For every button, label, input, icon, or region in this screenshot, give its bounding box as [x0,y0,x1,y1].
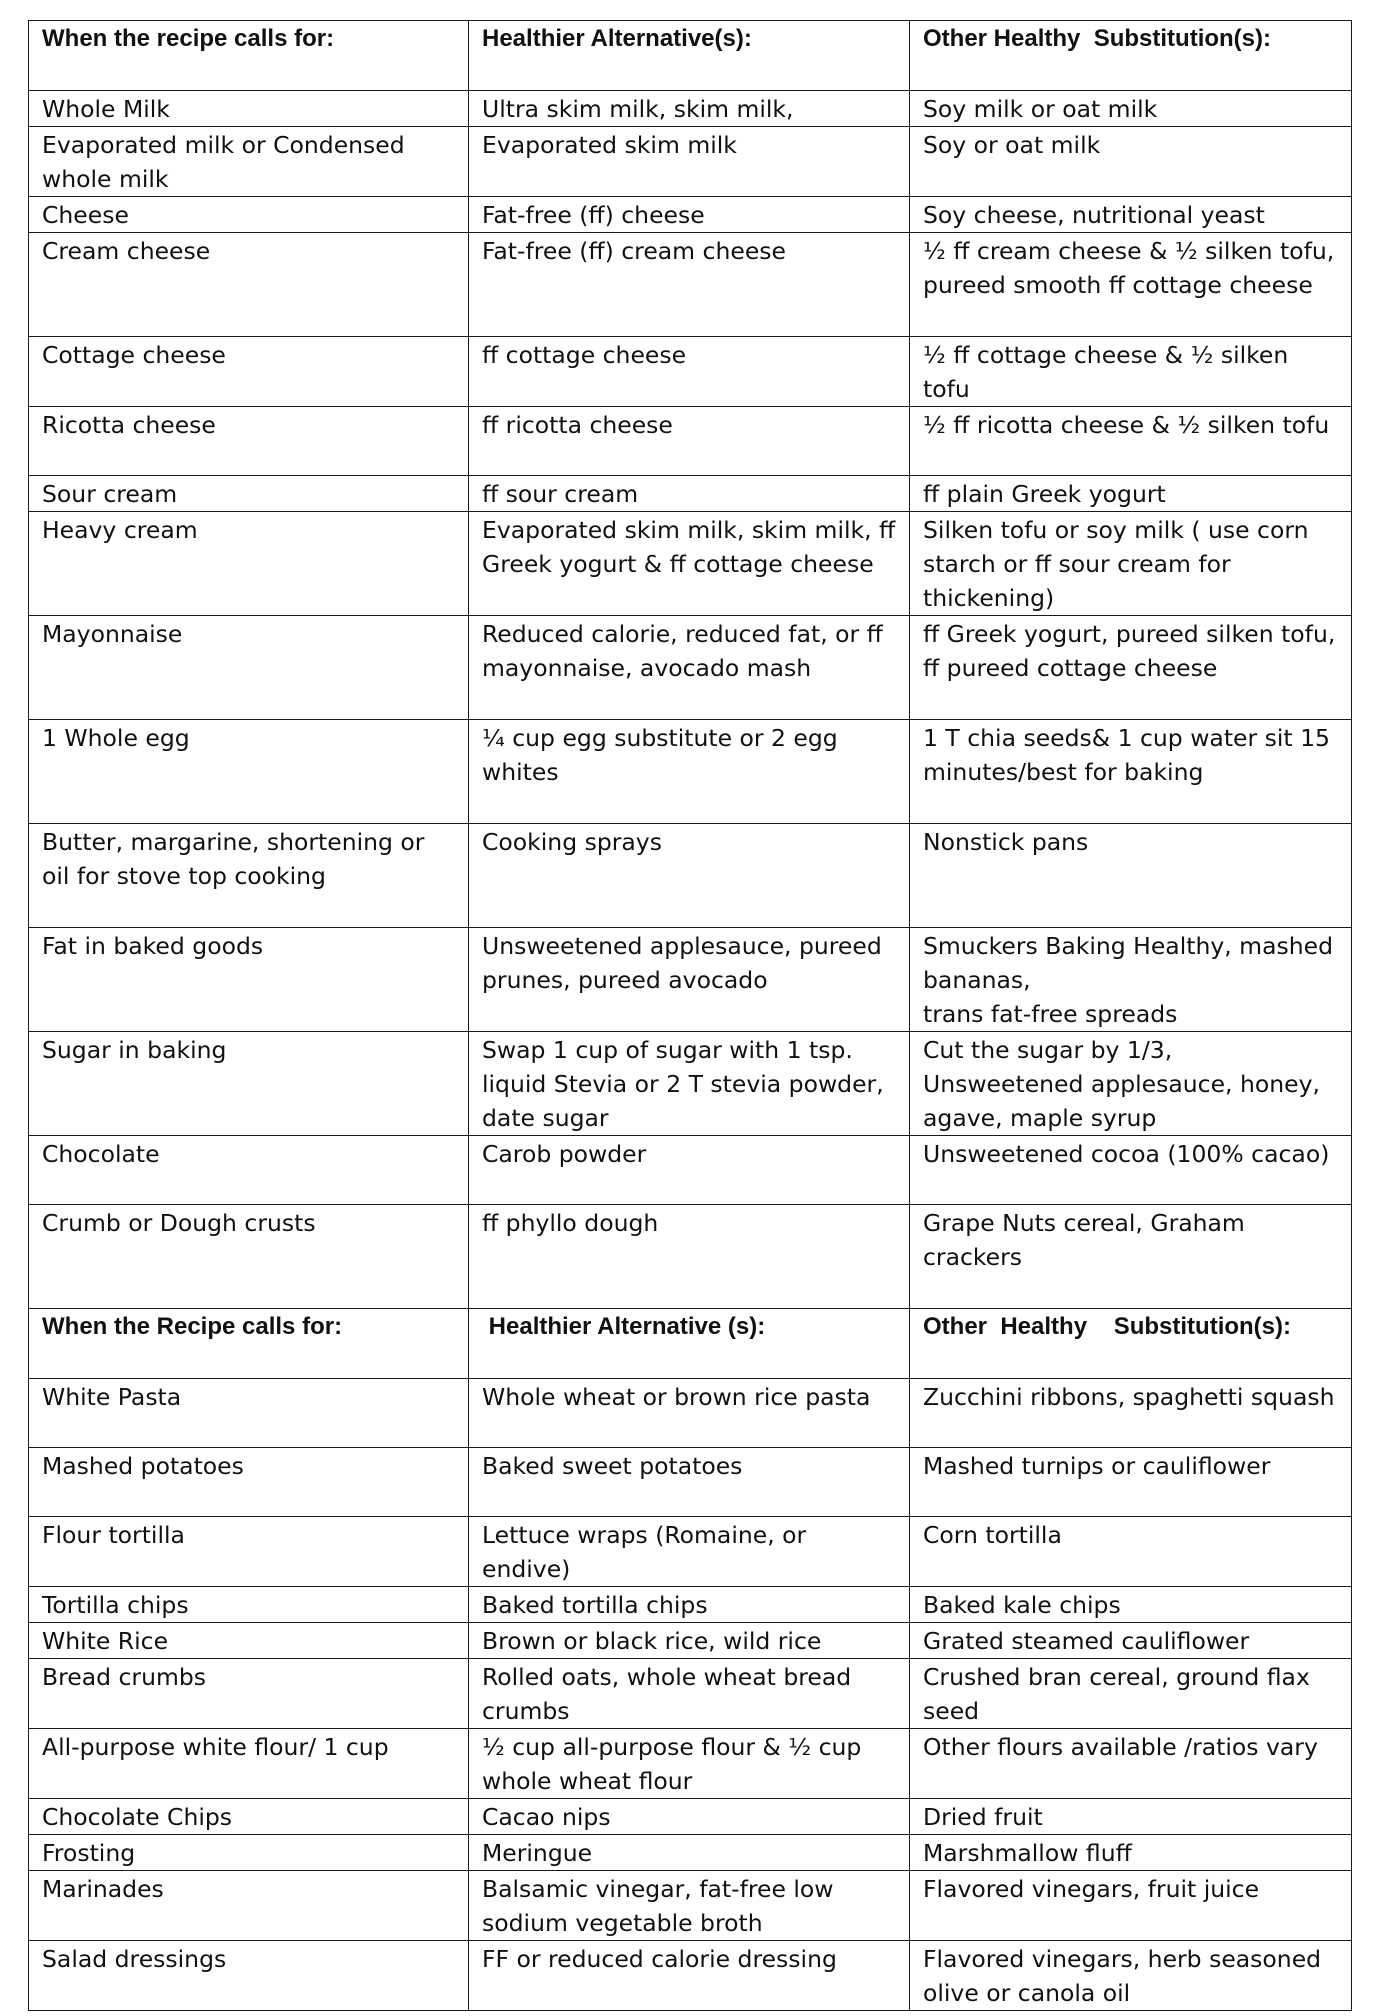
table-cell: White Rice [29,1623,469,1659]
table-row [29,1871,1352,1941]
table-row [29,720,1352,824]
table-cell: ff ricotta cheese [469,407,910,476]
table-cell: Chocolate Chips [29,1799,469,1835]
table-cell: Swap 1 cup of sugar with 1 tsp. liquid Stevia or 2 T stevia powder, date sugar [469,1032,910,1136]
header-text: Other Healthy Substitution(s): [923,25,1271,52]
table-cell: ½ ff ricotta cheese & ½ silken tofu [910,407,1352,476]
table-cell: Baked sweet potatoes [469,1448,910,1517]
table-cell: Evaporated skim milk [469,127,910,197]
table-cell: ff phyllo dough [469,1205,910,1309]
table-cell: Nonstick pans [910,824,1352,928]
table-cell: Sour cream [29,476,469,512]
table-cell: Evaporated skim milk, skim milk, ff Greek yogurt & ff cottage cheese [469,512,910,616]
table-cell: Smuckers Baking Healthy, mashed bananas, trans fat-free spreads [910,928,1352,1032]
table-cell: Fat in baked goods [29,928,469,1032]
table-cell: Crushed bran cereal, ground flax seed [910,1659,1352,1729]
table-row [29,512,1352,616]
table-row [29,91,1352,127]
table-cell: Unsweetened applesauce, pureed prunes, pureed avocado [469,928,910,1032]
table-cell: All-purpose white flour/ 1 cup [29,1729,469,1799]
table-cell: Reduced calorie, reduced fat, or ff mayonnaise, avocado mash [469,616,910,720]
table-cell: Lettuce wraps (Romaine, or endive) [469,1517,910,1587]
table-cell: Mashed potatoes [29,1448,469,1517]
header-cell [910,1309,1352,1379]
table-cell: Balsamic vinegar, fat-free low sodium vegetable broth [469,1871,910,1941]
table-row [29,1835,1352,1871]
table-cell: Zucchini ribbons, spaghetti squash [910,1379,1352,1448]
table-cell: 1 T chia seeds& 1 cup water sit 15 minutes/best for baking [910,720,1352,824]
table-row [29,824,1352,928]
table-cell: White Pasta [29,1379,469,1448]
table-cell: Evaporated milk or Condensed whole milk [29,127,469,197]
table-cell: Grated steamed cauliflower [910,1623,1352,1659]
table-cell: Ricotta cheese [29,407,469,476]
header-cell [469,21,910,91]
table-cell: Fat-free (ff) cream cheese [469,233,910,337]
table-cell: Cooking sprays [469,824,910,928]
table-cell: Other flours available /ratios vary [910,1729,1352,1799]
table-cell: Chocolate [29,1136,469,1205]
table-row [29,1623,1352,1659]
table-cell: Cut the sugar by 1/3, Unsweetened applesauce, honey, agave, maple syrup [910,1032,1352,1136]
table-row [29,1379,1352,1448]
header-text: Healthier Alternative(s): [482,25,752,52]
table-cell: Fat-free (ff) cheese [469,197,910,233]
table-cell: ½ cup all-purpose flour & ½ cup whole wheat flour [469,1729,910,1799]
table-cell: Marinades [29,1871,469,1941]
table-cell: Silken tofu or soy milk ( use corn starch or ff sour cream for thickening) [910,512,1352,616]
table-cell: Meringue [469,1835,910,1871]
table-cell: Grape Nuts cereal, Graham crackers [910,1205,1352,1309]
table-cell: ff cottage cheese [469,337,910,407]
table-cell: Heavy cream [29,512,469,616]
table-cell: Corn tortilla [910,1517,1352,1587]
table-row [29,1659,1352,1729]
table-cell: FF or reduced calorie dressing [469,1941,910,2011]
table-cell: Flavored vinegars, herb seasoned olive or canola oil [910,1941,1352,2011]
substitution-document [28,20,1351,2011]
table-cell: Marshmallow fluff [910,1835,1352,1871]
table-cell: Frosting [29,1835,469,1871]
table-row [29,1448,1352,1517]
table-cell: Salad dressings [29,1941,469,2011]
header-cell [910,21,1352,91]
table-cell: Brown or black rice, wild rice [469,1623,910,1659]
table-cell: Ultra skim milk, skim milk, [469,91,910,127]
table-cell: Soy milk or oat milk [910,91,1352,127]
table-cell: Cacao nips [469,1799,910,1835]
table-cell: ff sour cream [469,476,910,512]
table-cell: Soy or oat milk [910,127,1352,197]
header-text: When the recipe calls for: [42,25,335,52]
table-cell: Crumb or Dough crusts [29,1205,469,1309]
table-row [29,127,1352,197]
table2-header-row [29,1309,1352,1379]
table-cell: Baked kale chips [910,1587,1352,1623]
header-cell [29,21,469,91]
table-cell: Cheese [29,197,469,233]
table-cell: Whole wheat or brown rice pasta [469,1379,910,1448]
header-text: Other Healthy Substitution(s): [923,1313,1292,1340]
table-cell: Butter, margarine, shortening or oil for stove top cooking [29,824,469,928]
table-cell: Rolled oats, whole wheat bread crumbs [469,1659,910,1729]
table1-header-row [29,21,1352,91]
table-cell: ½ ff cream cheese & ½ silken tofu, pureed smooth ff cottage cheese [910,233,1352,337]
table-cell: Dried fruit [910,1799,1352,1835]
table-row [29,337,1352,407]
table-row [29,1799,1352,1835]
header-cell [29,1309,469,1379]
table-cell: ff plain Greek yogurt [910,476,1352,512]
header-text: Healthier Alternative (s): [482,1313,766,1340]
table-cell: Soy cheese, nutritional yeast [910,197,1352,233]
table-cell: 1 Whole egg [29,720,469,824]
table-row [29,197,1352,233]
table-row [29,407,1352,476]
table-cell: Mayonnaise [29,616,469,720]
table-cell: ½ ff cottage cheese & ½ silken tofu [910,337,1352,407]
table-cell: Cream cheese [29,233,469,337]
table-row [29,476,1352,512]
table-cell: Tortilla chips [29,1587,469,1623]
header-text: When the Recipe calls for: [42,1313,343,1340]
table-row [29,1517,1352,1587]
table-cell: ¼ cup egg substitute or 2 egg whites [469,720,910,824]
table-cell: Whole Milk [29,91,469,127]
table-cell: Baked tortilla chips [469,1587,910,1623]
table-cell: Mashed turnips or cauliflower [910,1448,1352,1517]
table-row [29,233,1352,337]
table-row [29,1032,1352,1136]
header-cell [469,1309,910,1379]
table-cell: Unsweetened cocoa (100% cacao) [910,1136,1352,1205]
table-row [29,1729,1352,1799]
table-cell: Flavored vinegars, fruit juice [910,1871,1352,1941]
table-cell: Cottage cheese [29,337,469,407]
table-row [29,1587,1352,1623]
table-row [29,1941,1352,2011]
table-cell: ff Greek yogurt, pureed silken tofu, ff pureed cottage cheese [910,616,1352,720]
table-row [29,616,1352,720]
table-row [29,1136,1352,1205]
table-cell: Sugar in baking [29,1032,469,1136]
table-cell: Carob powder [469,1136,910,1205]
substitution-table [28,20,1352,2011]
table-row [29,928,1352,1032]
table-cell: Flour tortilla [29,1517,469,1587]
table-row [29,1205,1352,1309]
table-cell: Bread crumbs [29,1659,469,1729]
